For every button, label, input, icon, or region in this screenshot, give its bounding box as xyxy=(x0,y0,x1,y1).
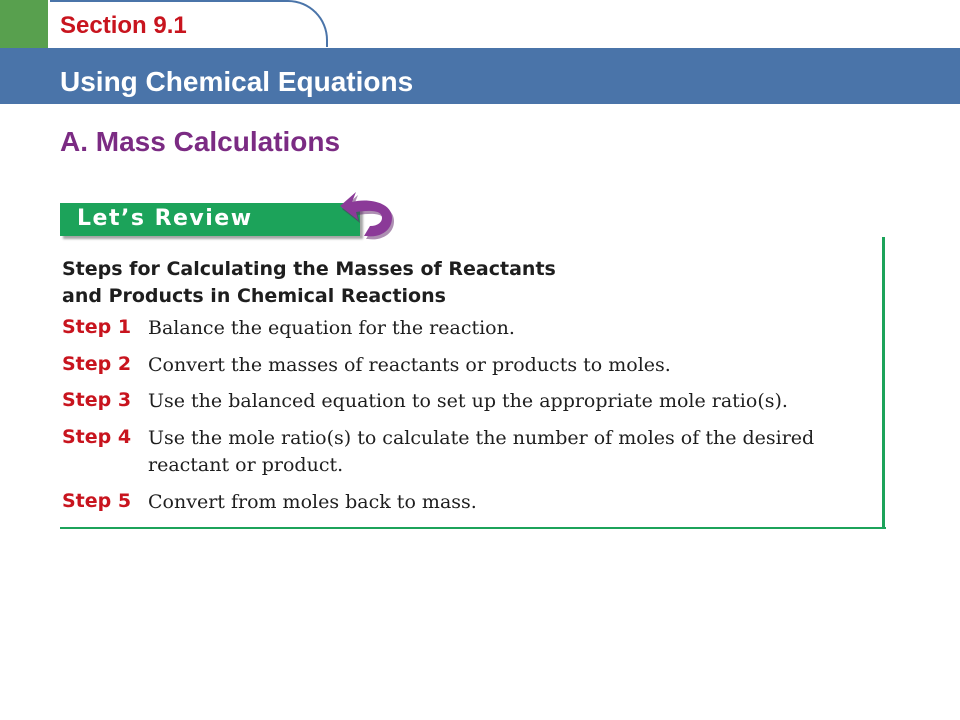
review-box-border-bottom xyxy=(60,527,886,529)
review-heading-line-2: and Products in Chemical Reactions xyxy=(62,285,446,307)
review-heading-line-1: Steps for Calculating the Masses of Reactants xyxy=(62,258,556,280)
step-label: Step 4 xyxy=(62,426,132,448)
section-number: Section 9.1 xyxy=(60,12,187,39)
step-text: Convert the masses of reactants or products to moles. xyxy=(148,354,671,376)
step-label: Step 3 xyxy=(62,389,132,411)
subsection-title: A. Mass Calculations xyxy=(60,126,341,157)
header-title: Using Chemical Equations xyxy=(60,66,414,97)
step-label: Step 1 xyxy=(62,316,132,338)
lets-review-label: Let’s Review xyxy=(77,206,253,231)
step-text: Balance the equation for the reaction. xyxy=(148,317,515,339)
step-text: Convert from moles back to mass. xyxy=(148,491,477,513)
step-label: Step 2 xyxy=(62,353,132,375)
step-label: Step 5 xyxy=(62,490,132,512)
review-box-border-right xyxy=(882,237,885,529)
header-tab-accent xyxy=(0,0,48,48)
return-arrow-icon xyxy=(334,188,398,240)
step-text: Use the balanced equation to set up the appropriate mole ratio(s). xyxy=(148,390,788,412)
review-heading xyxy=(62,256,682,310)
step-text: Use the mole ratio(s) to calculate the number of moles of the desired reactant or product. xyxy=(148,427,815,476)
